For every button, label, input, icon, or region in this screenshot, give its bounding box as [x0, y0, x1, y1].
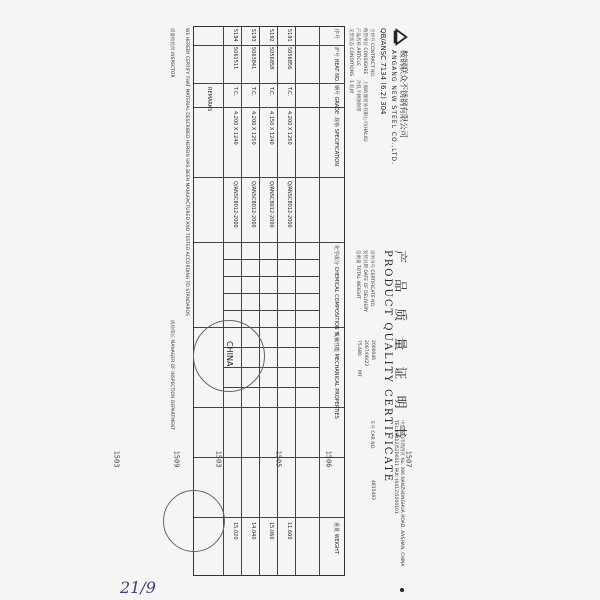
row-size: 4.200 X 1250	[286, 111, 292, 145]
edge-number: 1509	[172, 450, 181, 468]
header-spec: 规格 SPECIFICATION	[333, 117, 339, 166]
official-stamp	[163, 490, 225, 552]
company-name-en: ANGANG NEW STEEL CO.,LTD.	[390, 50, 397, 166]
title-en: PRODUCT QUALITY CERTIFICATE	[382, 250, 393, 484]
car-no-value: 4815493	[370, 480, 375, 501]
handwritten-note: 21/9	[120, 578, 156, 597]
address-line-2: TEL: (0412)5200011 FAX: (0412)5200101	[393, 420, 398, 514]
car-no-label: 车号 CAR NO.	[369, 420, 374, 450]
cert-no-label: 证明书号 CERTIFICATE NO.	[369, 250, 374, 308]
standard-number: QB/ANSC 7134 (6.2) 304	[379, 28, 387, 115]
delivery-date-label: 发货日期 DATE OF DELIVERY	[362, 250, 367, 312]
row-no: 5191	[286, 29, 292, 42]
manager-label: 质检部长 MANAGER OF INSPECTION DEPARTMENT	[169, 320, 174, 431]
edge-number: 1505	[274, 450, 283, 468]
row-grade: T.C.	[232, 87, 238, 97]
row-grade: T.C.	[250, 87, 256, 97]
row-no: 5192	[268, 29, 274, 42]
company-name-cn: 鞍钢联众不锈钢有限公司	[399, 50, 408, 138]
article-value: 冷轧不锈钢钢带	[355, 80, 360, 112]
address-line-1: 中国鞍山市铁西区 No. 396 NANZHONGHUA ROAD, ANSHAN, CHINA	[399, 420, 404, 567]
shape-value: 1 轧材	[348, 80, 353, 94]
row-size: 4.200 X 1240	[232, 111, 238, 145]
row-spec: Q/ANSC8012-2000	[268, 181, 274, 228]
stamp-text: CHINA	[225, 341, 234, 367]
certificate-sheet	[145, 20, 415, 580]
total-weight-value: 75.680	[356, 340, 361, 356]
row-grade: T.C.	[268, 87, 274, 97]
edge-number: 1506	[324, 450, 333, 468]
row-weight: 14.040	[250, 522, 256, 540]
header-heat-no: 炉号 HEAT NO.	[333, 47, 339, 83]
row-heat: 5056858	[268, 47, 274, 70]
header-mechanical: 机械性能 MECHANICAL PROPERTIES	[333, 332, 339, 419]
conditions-label: 交货状态 CONDITIONS	[348, 28, 353, 77]
row-no: 5194	[232, 29, 238, 42]
title-cn: 产 品 质 量 证 明 书	[392, 250, 407, 444]
row-no: 5193	[250, 29, 256, 42]
header-weight: 重量 WEIGHT	[333, 522, 339, 554]
row-heat: 5056856	[286, 47, 292, 70]
certification-note: WE HEREBY CERTIFY THAT MATERIAL DESCRIBED HEREIN HAS BEEN MANUFACTURED AND TESTED ACCORDING TO STANDARDS	[184, 28, 189, 316]
row-weight: 15.060	[268, 522, 274, 540]
row-spec: Q/ANSC8012-2000	[250, 181, 256, 228]
total-weight-unit: MT	[356, 370, 361, 377]
edge-number: 1503	[214, 450, 223, 468]
row-weight: 11.600	[286, 522, 292, 540]
row-grade: T.C.	[286, 87, 292, 97]
row-weight: 15.020	[232, 522, 238, 540]
punch-hole	[400, 588, 404, 592]
edge-number: 1503	[112, 450, 121, 468]
cert-no-value: 2000046	[370, 340, 375, 361]
total-weight-label: 总重量 TOTAL WEIGHT	[355, 250, 360, 299]
remarks-label: REMARKS	[206, 87, 212, 112]
article-label: 产品名称 ARTICLE	[355, 28, 360, 66]
contract-label: 合同号 CONTRACT NO.	[369, 28, 374, 78]
company-logo-icon	[391, 28, 409, 46]
data-table	[193, 26, 345, 576]
consignee-value: 上海欧鼎贸易有限公司(HALIS)	[362, 80, 367, 142]
row-heat: 5061511	[232, 47, 238, 70]
row-spec: Q/ANSC8012-2000	[286, 181, 292, 228]
official-stamp	[193, 320, 265, 392]
inspector-label: 质量检验员 INSPECTOR	[169, 28, 174, 78]
edge-number: 1507	[404, 450, 413, 468]
row-spec: Q/ANSC8012-2000	[232, 181, 238, 228]
row-heat: 5063841	[250, 47, 256, 70]
row-size: 4.200 X 1250	[250, 111, 256, 145]
header-grade: 钢号 GRADE	[333, 85, 339, 115]
delivery-date-value: 2007/06/23	[363, 340, 368, 366]
header-item: 序号	[333, 29, 339, 40]
header-chemical: 化学成分 CHEMICAL COMPOSITION %	[333, 245, 339, 336]
row-size: 4.150 X 1240	[268, 111, 274, 145]
consignee-label: 收货单位 CONSIGNEE	[362, 28, 367, 75]
